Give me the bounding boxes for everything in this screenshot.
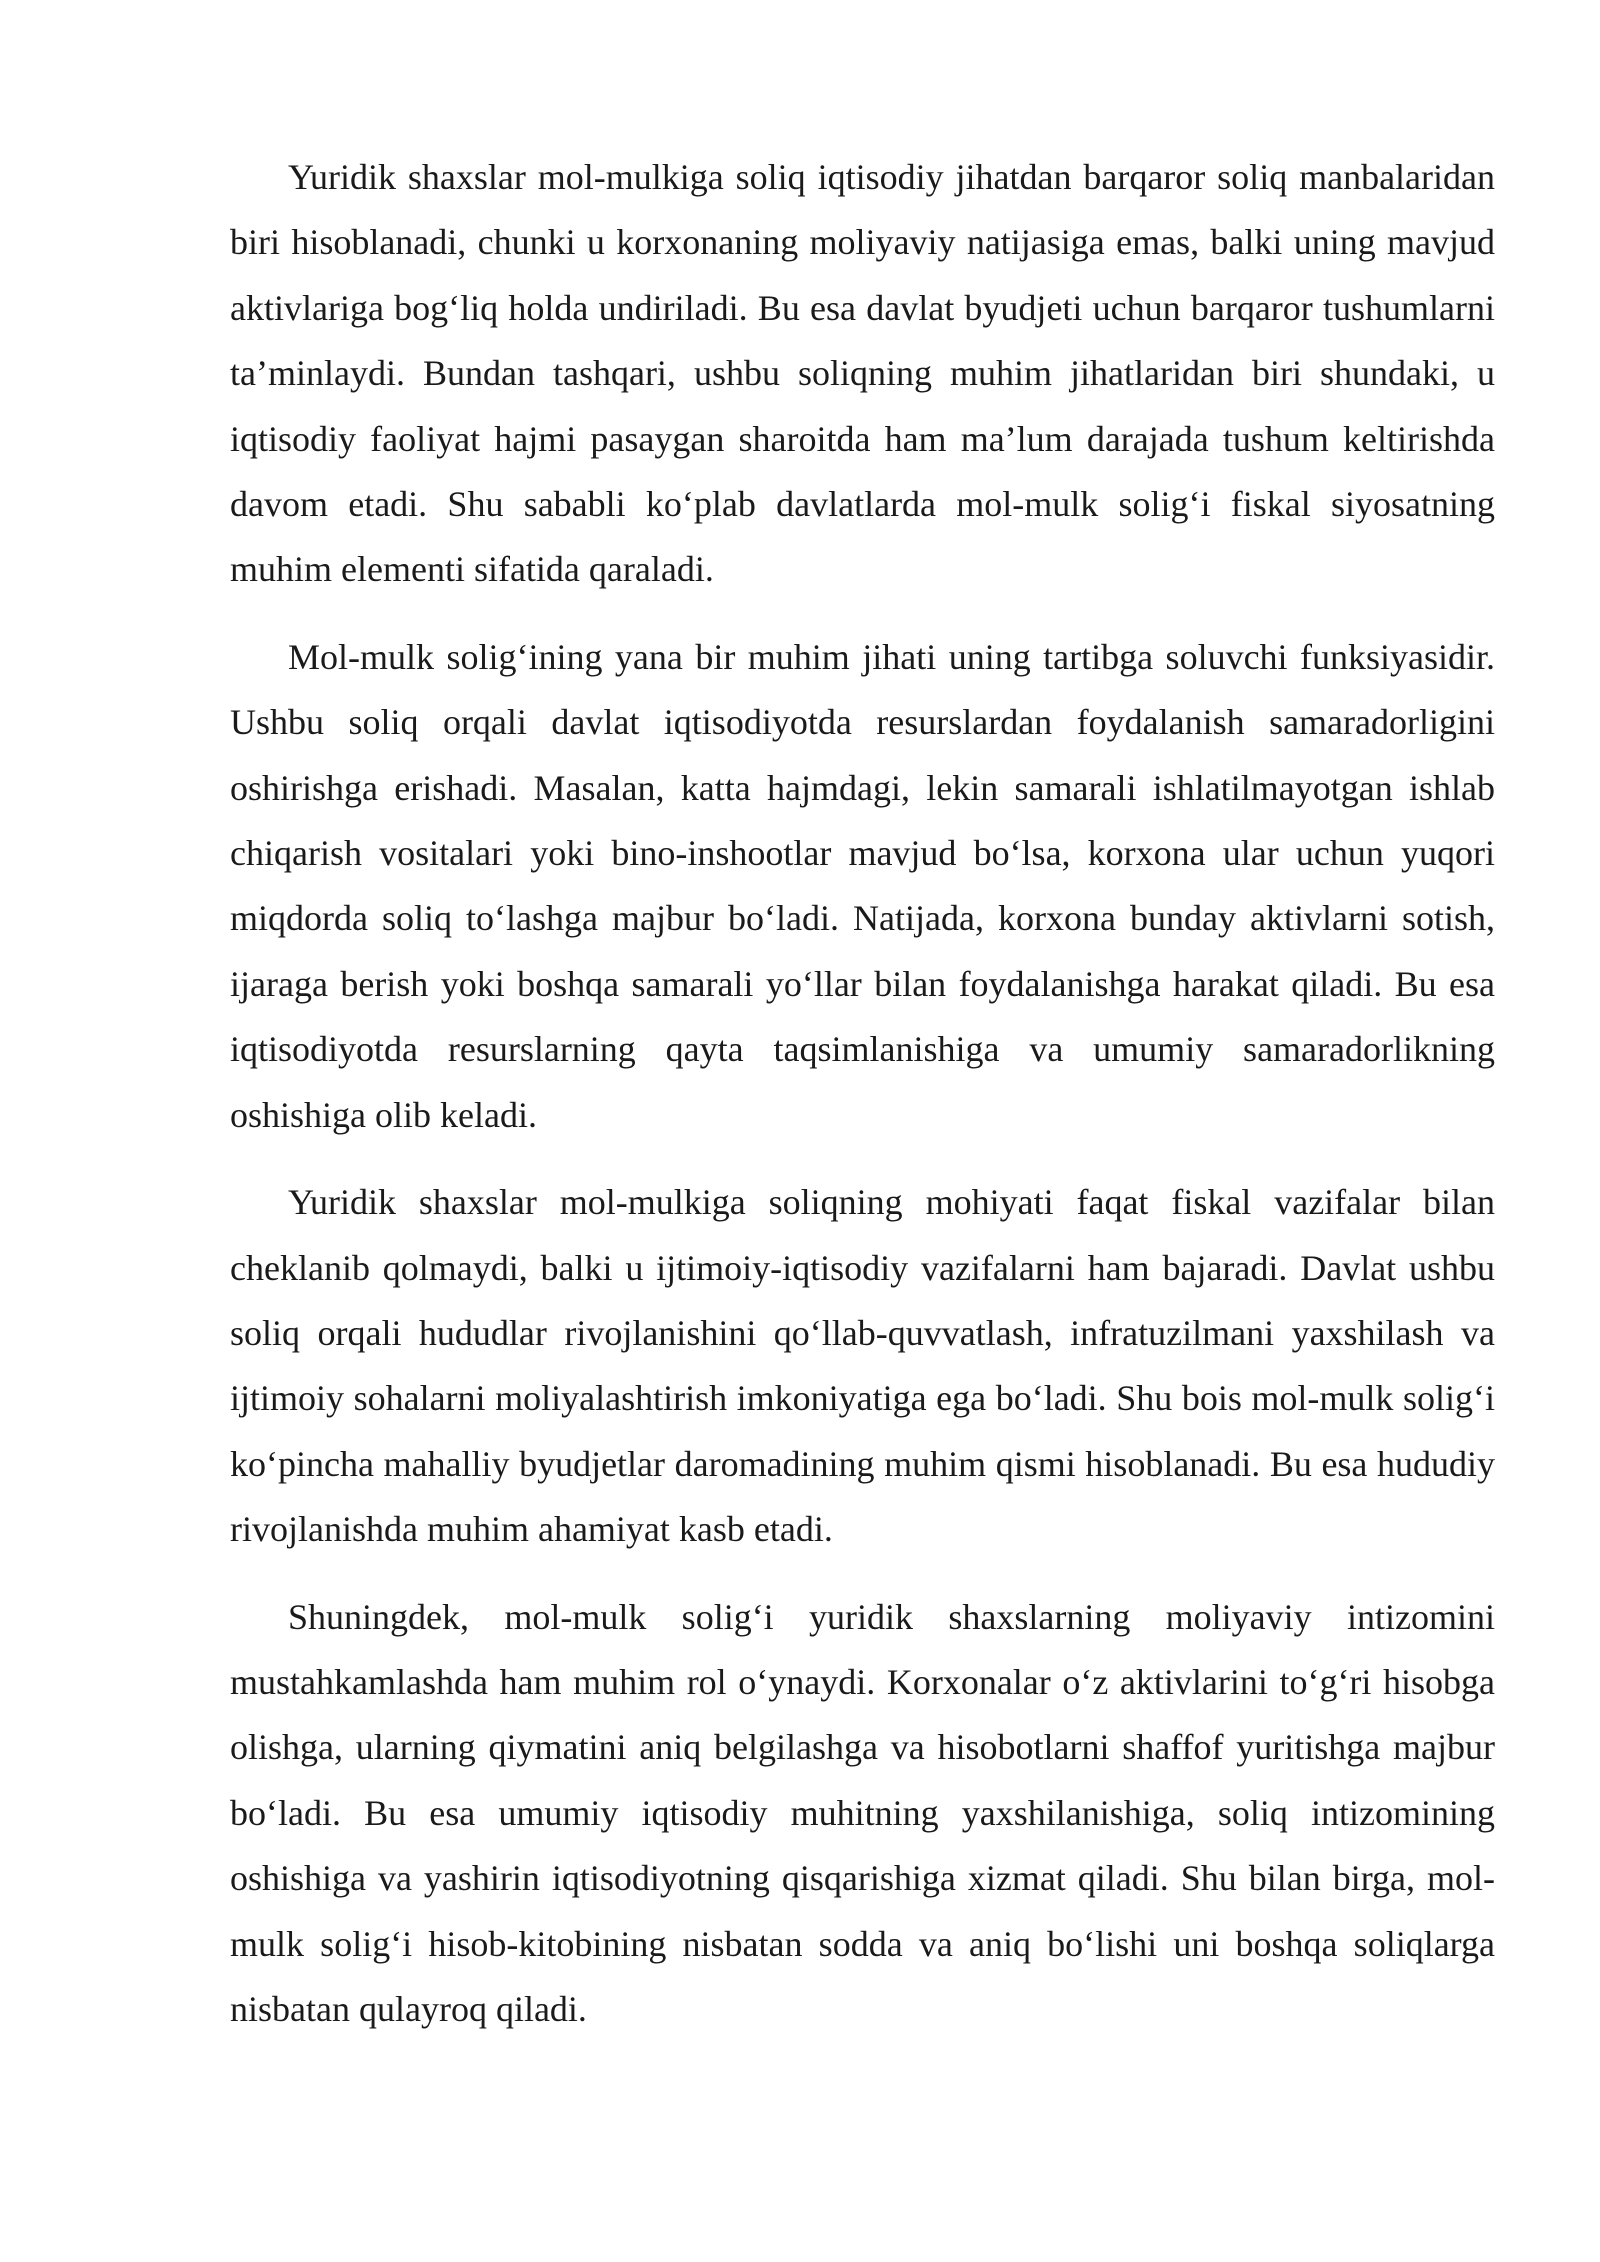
paragraph-1: Yuridik shaxslar mol-mulkiga soliq iqtisodiy jihatdan barqaror soliq manbalaridan biri hisoblanadi, chunki u korxonaning moliyaviy natijasiga emas, balki uning mavjud aktivlariga bog‘liq holda undiriladi. Bu esa davlat byudjeti uchun barqaror tushumlarni ta’minlaydi. Bundan tashqari, ushbu soliqning muhim jihatlaridan biri shundaki, u iqtisodiy faoliyat hajmi pasaygan sharoitda ham ma’lum darajada tushum keltirishda davom etadi. Shu sababli ko‘plab davlatlarda mol-mulk solig‘i fiskal siyosatning muhim elementi sifatida qaraladi. <box>230 157 1495 590</box>
document-body <box>230 145 1495 2064</box>
paragraph-4: Shuningdek, mol-mulk solig‘i yuridik shaxslarning moliyaviy intizomini mustahkamlashda ham muhim rol o‘ynaydi. Korxonalar o‘z aktivlarini to‘g‘ri hisobga olishga, ularning qiymatini aniq belgilashga va hisobotlarni shaffof yuritishga majbur bo‘ladi. Bu esa umumiy iqtisodiy muhitning yaxshilanishiga, soliq intizomining oshishiga va yashirin iqtisodiyotning qisqarishiga xizmat qiladi. Shu bilan birga, mol-mulk solig‘i hisob-kitobining nisbatan sodda va aniq bo‘lishi uni boshqa soliqlarga nisbatan qulayroq qiladi. <box>230 1596 1495 2029</box>
paragraph-2: Mol-mulk solig‘ining yana bir muhim jihati uning tartibga soluvchi funksiyasidir. Ushbu soliq orqali davlat iqtisodiyotda resurslardan foydalanish samaradorligini oshirishga erishadi. Masalan, katta hajmdagi, lekin samarali ishlatilmayotgan ishlab chiqarish vositalari yoki bino-inshootlar mavjud bo‘lsa, korxona ular uchun yuqori miqdorda soliq to‘lashga majbur bo‘ladi. Natijada, korxona bunday aktivlarni sotish, ijaraga berish yoki boshqa samarali yo‘llar bilan foydalanishga harakat qiladi. Bu esa iqtisodiyotda resurslarning qayta taqsimlanishiga va umumiy samaradorlikning oshishiga olib keladi. <box>230 636 1495 1135</box>
paragraph-3: Yuridik shaxslar mol-mulkiga soliqning mohiyati faqat fiskal vazifalar bilan cheklanib qolmaydi, balki u ijtimoiy-iqtisodiy vazifalarni ham bajaradi. Davlat ushbu soliq orqali hududlar rivojlanishini qo‘llab-quvvatlash, infratuzilmani yaxshilash va ijtimoiy sohalarni moliyalashtirish imkoniyatiga ega bo‘ladi. Shu bois mol-mulk solig‘i ko‘pincha mahalliy byudjetlar daromadining muhim qismi hisoblanadi. Bu esa hududiy rivojlanishda muhim ahamiyat kasb etadi. <box>230 1182 1495 1550</box>
